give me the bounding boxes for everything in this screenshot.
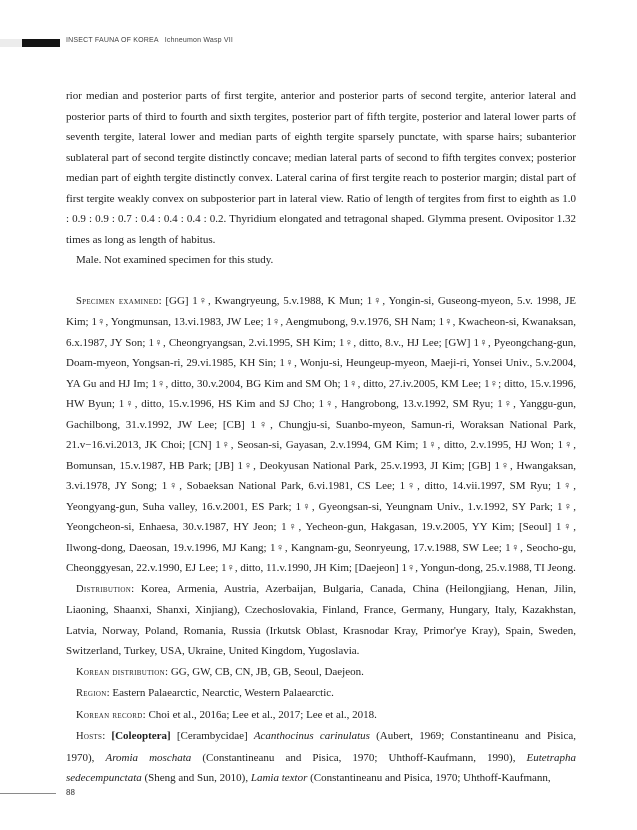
specimen-examined-label: Specimen examined [76,295,159,307]
specimen-examined-text: [GG] 1♀, Kwangryeung, 5.v.1988, K Mun; 1♀, Yongin-si, Guseong-myeon, 5.v. 1998, JE Kim; 1♀, Yongmunsan, 13.vi.1983, JW Lee; 1♀, Aengmubong, 9.v.1976, SH Nam; 1♀, Kwacheon-si, Kwanaksan, 6.x.1987, JY Son; 1♀, Cheongryangsan, 2.vi.1995, SH Kim; 1♀, ditto, 8.v., HJ Lee; [GW] 1♀, Pyeongchang-gun, Doam-myeon, Yongsan-ri, 29.vi.1985, KH Sin; 1♀, Wonju-si, Heungeup-myeon, Maeji-ri, Yonsei Univ., 5.v.2004, YA Gu and HJ Im; 1♀, ditto, 30.v.2004, BG Kim and SM Oh; 1♀, ditto, 27.iv.2005, KM Lee; 1♀; ditto, 15.v.1996, HW Byun; 1♀, ditto, 15.v.1996, HS Kim and SJ Cho; 1♀, Hangrobong, 13.v.1992, SM Ryu; 1♀, Yanggu-gun, Gachilbong, 31.v.1992, JW Lee; [CB] 1♀, Chungju-si, Suanbo-myeon, Samun-ri, Woraksan National Park, 21.v−16.vi.2013, JK Choi; [CN] 1♀, Seosan-si, Gayasan, 2.v.1994, GM Kim; 1♀, ditto, 2.v.1995, HJ Won; 1♀, Bomunsan, 15.v.1987, HB Park; [JB] 1♀, Deokyusan National Park, 25.v.1993, JI Kim; [GB] 1♀, Hwangaksan, 3.vi.1978, JY Song; 1♀, Sobaeksan National Park, 6.vi.1981, CS Lee; 1♀, ditto, 14.vii.1997, SM Ryu; 1♀, Yeongyang-gun, Suha valley, 16.v.2001, ES Park; 1♀, Gyeongsan-si, Yeungnam Univ., 1.v.1992, SY Park; 1♀, Yeongcheon-si, Enhaesa, 30.v.1987, HY Jeon; 1♀, Yecheon-gun, Hakgasan, 19.v.2005, YY Kim; [Seoul] 1♀, Ilwong-dong, Daeosan, 19.v.1996, MJ Kang; 1♀, Kangnam-gu, Seonryeung, 17.v.1988, SW Lee; 1♀, Seocho-gu, Cheonggyesan, 22.v.1990, EJ Lee; 1♀, ditto, 11.v.1990, JH Kim; [Daejeon] 1♀, Yongun-dong, 25.v.1988, TI Jeong. [66,294,576,574]
host-refs-1: (Aubert, 1969; Constantineanu and Pisica, 1970), [66,730,577,764]
page-number: 88 [66,788,75,797]
korean-distribution-text: GG, GW, CB, CN, JB, GB, Seoul, Daejeon. [170,665,364,678]
running-header [66,37,233,44]
page-body [66,86,576,789]
hosts-family: [Cerambycidae] [176,730,248,742]
distribution-text: Korea, Armenia, Austria, Azerbaijan, Bulgaria, Canada, China (Heilongjiang, Henan, Jilin, Liaoning, Shaanxi, Shanxi, Xinjiang), Czechoslovakia, Finland, France, Germany, Hungary, Italy, Kazakhstan, Latvia, Norway, Poland, Romania, Russia (Irkutsk Oblast, Krasnodar Kray, Primor'ye Kray), Spain, Sweden, Switzerland, Turkey, USA, Ukraine, United Kingdom, Yugoslavia. [66,582,576,657]
region-paragraph: Region: Eastern Palaearctic, Nearctic, Western Palaearctic. [76,687,334,699]
host-species-1: Acanthocinus carinulatus [253,730,370,742]
host-refs-3: (Sheng and Sun, 2010), [144,772,249,784]
host-species-4: Lamia textor [250,772,308,784]
hosts-paragraph: Hosts: [Coleoptera] [Cerambycidae] Acanthocinus carinulatus (Aubert, 1969; Constantineanu and Pisica, 1970), Aromia moschata (Constantineanu and Pisica, 1970; Uhthoff-Kaufmann, 1990), Eutetrapha sedecempunctata (Sheng and Sun, 2010), Lamia textor (Constantineanu and Pisica, 1970; Uhthoff-Kaufmann, [66,730,577,784]
host-species-3: Eutetrapha sedecempunctata [66,751,577,784]
region-label: Region [76,688,107,699]
hosts-label: Hosts [76,731,103,742]
korean-distribution-label: Korean distribution [76,666,166,678]
series-title: INSECT FAUNA OF KOREA [66,37,159,44]
host-refs-2: (Constantineanu and Pisica, 1970; Uhthoff-Kaufmann, 1990), [202,751,516,764]
distribution-label: Distribution [76,583,132,595]
male-description: Male. Not examined specimen for this study. [76,254,274,266]
female-description: rior median and posterior parts of first tergite, anterior and posterior parts of second tergite, anterior lateral and posterior parts of third to fourth and sixth tergites, posterior part of fifth tergite, posterior and lateral lower parts of seventh tergite, lateral lower and median parts of eighth tergite sparsely punctate, with sparse hairs; subanterior sublateral part of second tergite distinctly concave; median lateral parts of second to fifth tergites convex; posterior median part of eighth tergite distinctly convex. Lateral carina of first tergite reach to posterior margin; distal part of first tergite weakly convex on subposterior part in lateral view. Ratio of length of tergites from first to eighth as 1.0 : 0.9 : 0.9 : 0.7 : 0.4 : 0.4 : 0.4 : 0.2. Thyridium elongated and tetragonal shaped. Glymma present. Ovipositor 1.32 times as long as length of habitus. [66,90,576,246]
region-text: Eastern Palaearctic, Nearctic, Western Palaearctic. [112,687,334,699]
korean-record-label: Korean record [76,709,143,721]
footer-rule [0,793,56,794]
korean-record-paragraph: Korean record: Choi et al., 2016a; Lee et al., 2017; Lee et al., 2018. [76,708,377,721]
volume-subtitle: Ichneumon Wasp VII [164,37,234,44]
host-refs-4: (Constantineanu and Pisica, 1970; Uhthoff-Kaufmann, [310,772,551,784]
korean-record-text: Choi et al., 2016a; Lee et al., 2017; Lee et al., 2018. [148,708,377,721]
host-species-2: Aromia moschata [105,751,192,764]
distribution-paragraph: Distribution: Korea, Armenia, Austria, Azerbaijan, Bulgaria, Canada, China (Heilongjiang, Henan, Jilin, Liaoning, Shaanxi, Shanxi, Xinjiang), Czechoslovakia, Finland, France, Germany, Hungary, Italy, Kazakhstan, Latvia, Norway, Poland, Romania, Russia (Irkutsk Oblast, Krasnodar Kray, Primor'ye Kray), Spain, Sweden, Switzerland, Turkey, USA, Ukraine, United Kingdom, Yugoslavia. [66,582,576,657]
specimen-examined-paragraph: Specimen examined: [GG] 1♀, Kwangryeung, 5.v.1988, K Mun; 1♀, Yongin-si, Guseong-myeon, 5.v. 1998, JE Kim; 1♀, Yongmunsan, 13.vi.1983, JW Lee; 1♀, Aengmubong, 9.v.1976, SH Nam; 1♀, Kwacheon-si, Kwanaksan, 6.x.1987, JY Son; 1♀, Cheongryangsan, 2.vi.1995, SH Kim; 1♀, ditto, 8.v., HJ Lee; [GW] 1♀, Pyeongchang-gun, Doam-myeon, Yongsan-ri, 29.vi.1985, KH Sin; 1♀, Wonju-si, Heungeup-myeon, Maeji-ri, Yonsei Univ., 5.v.2004, YA Gu and HJ Im; 1♀, ditto, 30.v.2004, BG Kim and SM Oh; 1♀, ditto, 27.iv.2005, KM Lee; 1♀; ditto, 15.v.1996, HW Byun; 1♀, ditto, 15.v.1996, HS Kim and SJ Cho; 1♀, Hangrobong, 13.v.1992, SM Ryu; 1♀, Yanggu-gun, Gachilbong, 31.v.1992, JW Lee; [CB] 1♀, Chungju-si, Suanbo-myeon, Samun-ri, Woraksan National Park, 21.v−16.vi.2013, JK Choi; [CN] 1♀, Seosan-si, Gayasan, 2.v.1994, GM Kim; 1♀, ditto, 2.v.1995, HJ Won; 1♀, Bomunsan, 15.v.1987, HB Park; [JB] 1♀, Deokyusan National Park, 25.v.1993, JI Kim; [GB] 1♀, Hwangaksan, 3.vi.1978, JY Song; 1♀, Sobaeksan National Park, 6.vi.1981, CS Lee; 1♀, ditto, 14.vii.1997, SM Ryu; 1♀, Yeongyang-gun, Suha valley, 16.v.2001, ES Park; 1♀, Gyeongsan-si, Yeungnam Univ., 1.v.1992, SY Park; 1♀, Yeongcheon-si, Enhaesa, 30.v.1987, HY Jeon; 1♀, Yecheon-gun, Hakgasan, 19.v.2005, YY Kim; [Seoul] 1♀, Ilwong-dong, Daeosan, 19.v.1996, MJ Kang; 1♀, Kangnam-gu, Seonryeung, 17.v.1988, SW Lee; 1♀, Seocho-gu, Cheonggyesan, 22.v.1990, EJ Lee; 1♀, ditto, 11.v.1990, JH Kim; [Daejeon] 1♀, Yongun-dong, 25.v.1988, TI Jeong. [66,294,576,574]
hosts-order: [Coleoptera] [111,730,171,742]
korean-distribution-paragraph: Korean distribution: GG, GW, CB, CN, JB, GB, Seoul, Daejeon. [76,665,364,678]
header-dark-bar [22,39,60,47]
